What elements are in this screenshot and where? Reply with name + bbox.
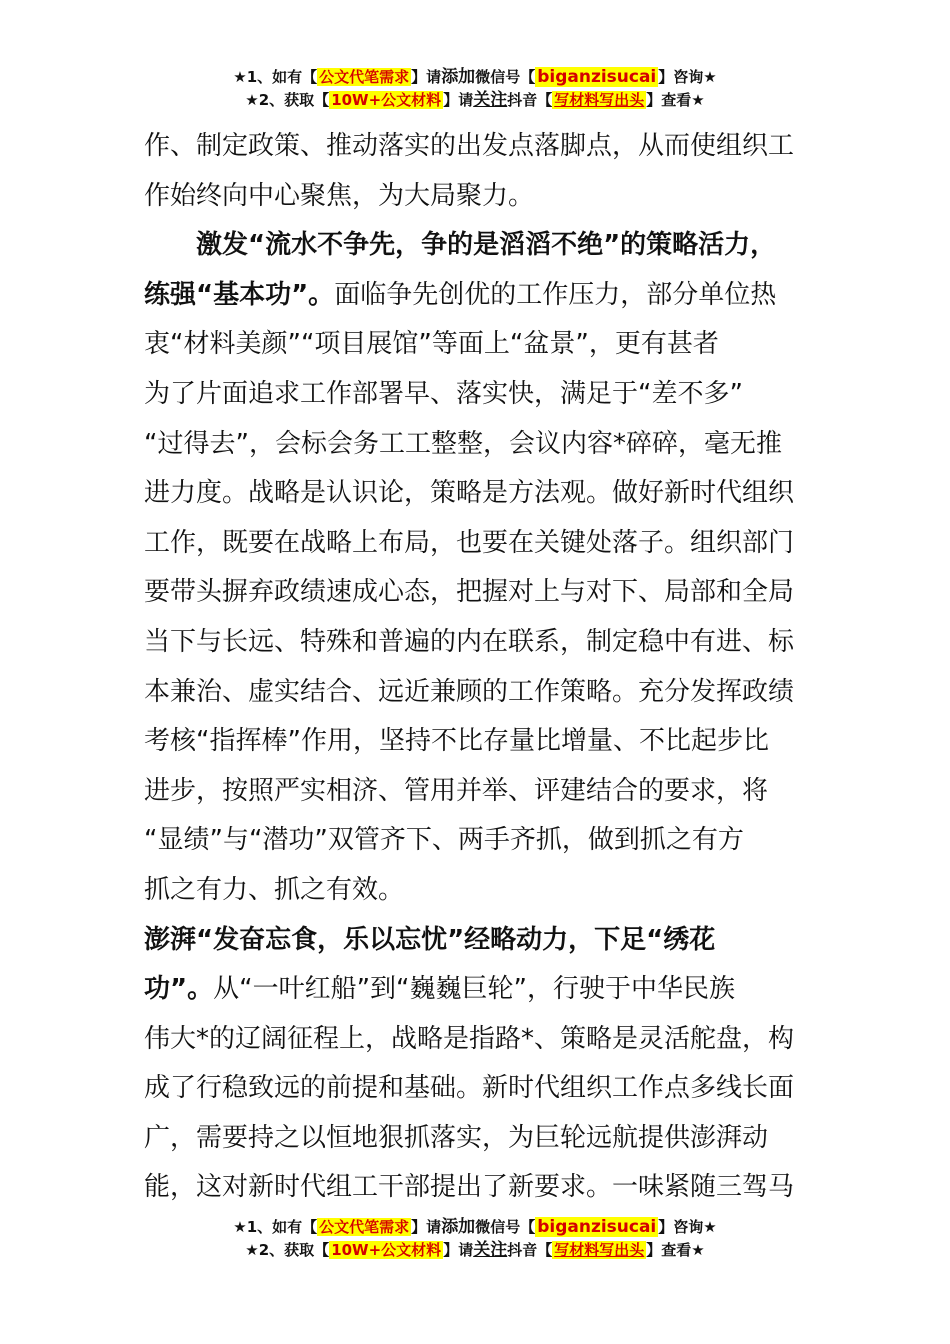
promo-text: 】请: [411, 68, 442, 86]
body-line: 成了行稳致远的前提和基础。新时代组织工作点多线长面: [144, 1073, 795, 1104]
promo-text: ★1、如有【: [233, 68, 318, 86]
document-body: [144, 122, 814, 1213]
promo-text: 微信号【: [475, 68, 536, 86]
promo-text: 抖音【: [507, 91, 553, 109]
body-line: 工作，既要在战略上布局，也要在关键处落子。组织部门: [144, 527, 795, 558]
promo-highlight: 10W+公文材料: [331, 1241, 442, 1259]
body-text: 从“一叶红船”到“巍巍巨轮”，行驶于中华民族: [213, 974, 735, 1005]
section-heading: 功”。: [144, 974, 214, 1005]
body-line: [144, 965, 814, 1015]
promo-highlight: 公文代笔需求: [319, 1218, 410, 1236]
promo-text: 微信号【: [475, 1218, 536, 1236]
body-line: 广，需要持之以恒地狠抓落实，为巨轮远航提供澎湃动: [144, 1122, 769, 1153]
body-line: 要带头摒弃政绩速成心态，把握对上与对下、局部和全局: [144, 577, 795, 608]
body-line: 伟大*的辽阔征程上，战略是指路*、策略是灵活舵盘，构: [144, 1023, 795, 1054]
body-line: 抓之有力、抓之有效。: [144, 874, 405, 905]
promo-text: 】咨询★: [658, 68, 717, 86]
body-line: 为了片面追求工作部署早、落实快，满足于“差不多”: [144, 378, 743, 409]
promo-text: 】请: [411, 1218, 442, 1236]
promo-douyin-account: 写材料写出头: [554, 91, 645, 109]
promo-text: 】查看★: [646, 1241, 705, 1259]
body-line: “显绩”与“潜功”双管齐下、两手齐抓，做到抓之有方: [144, 825, 744, 856]
body-line: “过得去”，会标会务工工整整，会议内容*碎碎，毫无推: [144, 428, 782, 459]
body-line: 衷“材料美颜”“项目展馆”等面上“盆景”，更有甚者: [144, 329, 719, 360]
promo-text: 】请: [443, 91, 474, 109]
promo-emphasis: 添加: [441, 1217, 476, 1237]
body-line: 作、制定政策、推动落实的出发点落脚点，从而使组织工: [144, 131, 795, 161]
body-text: 面临争先创优的工作压力，部分单位热: [334, 279, 777, 310]
promo-emphasis: 关注: [473, 1240, 508, 1260]
promo-wechat-id: biganzisucai: [537, 67, 657, 87]
promo-wechat-id: biganzisucai: [537, 1217, 657, 1237]
promo-text: 】请: [443, 1241, 474, 1259]
promo-emphasis: 添加: [441, 67, 476, 87]
promo-text: ★1、如有【: [233, 1218, 318, 1236]
body-line: [144, 271, 814, 321]
promo-line-2: [0, 89, 950, 112]
promo-line-1: [0, 1216, 950, 1239]
promo-text: 】咨询★: [658, 1218, 717, 1236]
promo-banner-bottom: [0, 1216, 950, 1262]
promo-text: 抖音【: [507, 1241, 553, 1259]
body-line: 考核“指挥棒”作用，坚持不比存量比增量、不比起步比: [144, 726, 769, 757]
body-line: 能，这对新时代组工干部提出了新要求。一味紧随三驾马: [144, 1172, 795, 1203]
section-heading: 激发“流水不争先，争的是滔滔不绝”的策略活力，: [196, 230, 777, 261]
promo-emphasis: 关注: [473, 90, 508, 110]
promo-text: ★2、获取【: [245, 1241, 330, 1259]
body-line: 作始终向中心聚焦，为大局聚力。: [144, 180, 535, 211]
promo-line-2: [0, 1239, 950, 1262]
body-line: 本兼治、虚实结合、远近兼顾的工作策略。充分发挥政绩: [144, 676, 795, 707]
promo-highlight: 公文代笔需求: [319, 68, 410, 86]
promo-banner-top: [0, 66, 950, 112]
promo-highlight: 10W+公文材料: [331, 91, 442, 109]
section-heading: 练强“基本功”。: [144, 279, 335, 310]
body-line: 进步，按照严实相济、管用并举、评建结合的要求，将: [144, 775, 769, 806]
body-line: 进力度。战略是认识论，策略是方法观。做好新时代组织: [144, 478, 795, 509]
body-line: 当下与长远、特殊和普遍的内在联系，制定稳中有进、标: [144, 626, 795, 657]
promo-douyin-account: 写材料写出头: [554, 1241, 645, 1259]
promo-line-1: [0, 66, 950, 89]
section-heading: 澎湃“发奋忘食，乐以忘忧”经略动力，下足“绣花: [144, 924, 716, 955]
promo-text: 】查看★: [646, 91, 705, 109]
promo-text: ★2、获取【: [245, 91, 330, 109]
